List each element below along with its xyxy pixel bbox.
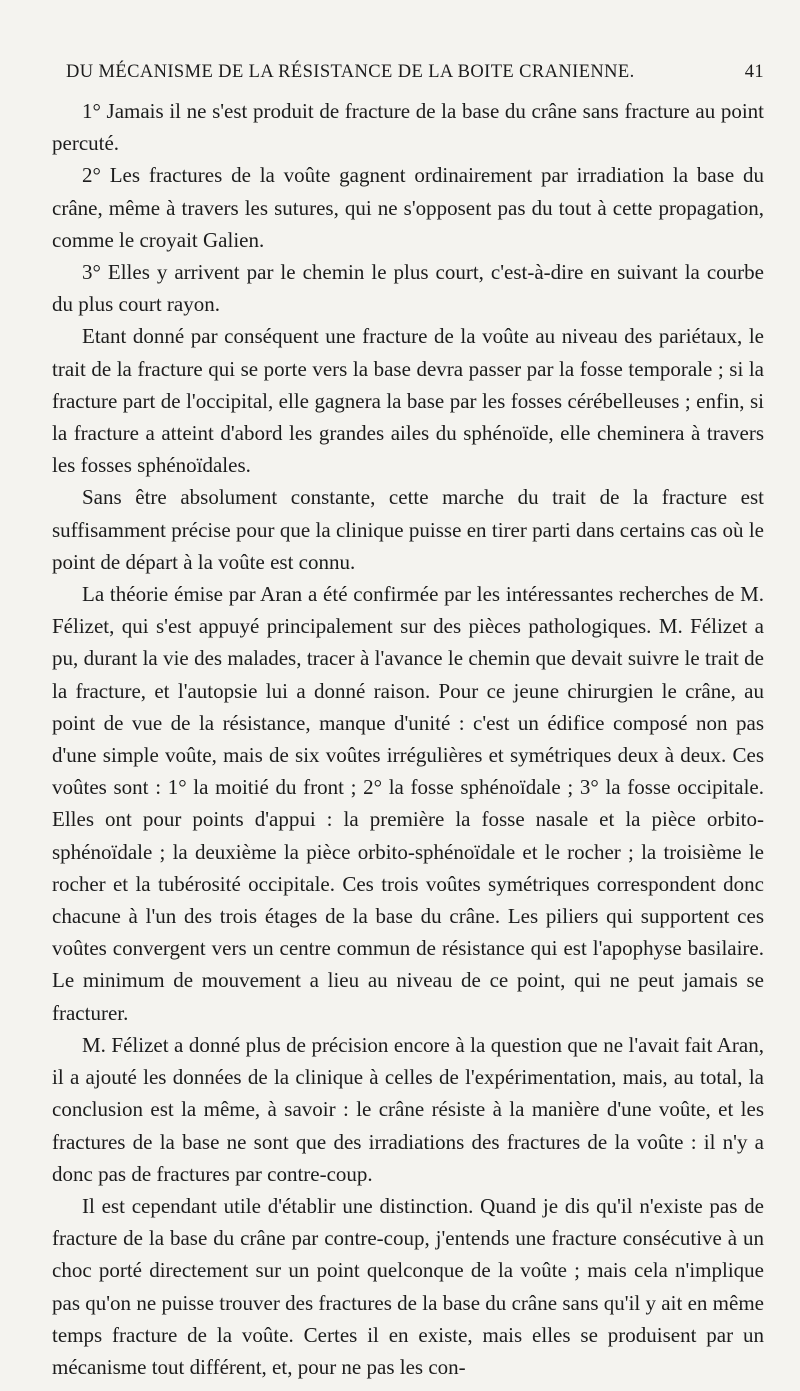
book-page bbox=[52, 62, 764, 1383]
paragraph-8: Il est cependant utile d'établir une distinction. Quand je dis qu'il n'existe pas de fracture de la base du crâne par contre-coup, j'entends une fracture consécutive à un choc porté directement sur un point quelconque de la voûte ; mais cela n'implique pas qu'on ne puisse trouver des fractures de la base du crâne sans qu'il y ait en même temps fracture de la voûte. Certes il en existe, mais elles se produisent par un mécanisme tout différent, et, pour ne pas les con- bbox=[52, 1193, 764, 1379]
running-header bbox=[66, 62, 764, 83]
paragraph-4: Etant donné par conséquent une fracture de la voûte au niveau des pariétaux, le trait de la fracture qui se porte vers la base devra passer par la fosse temporale ; si la fracture part de l'occipital, elle gagnera la base par les fosses cérébelleuses ; enfin, si la fracture a atteint d'abord les grandes ailes du sphénoïde, elle cheminera à travers les fosses sphénoïdales. bbox=[52, 324, 764, 478]
paragraph-3: 3° Elles y arrivent par le chemin le plus court, c'est-à-dire en suivant la courbe du plus court rayon. bbox=[52, 260, 764, 317]
paragraph-2: 2° Les fractures de la voûte gagnent ordinairement par irradiation la base du crâne, même à travers les sutures, qui ne s'opposent pas du tout à cette propagation, comme le croyait Galien. bbox=[52, 163, 764, 252]
paragraph-5: Sans être absolument constante, cette marche du trait de la fracture est suffisamment précise pour que la clinique puisse en tirer parti dans certains cas où le point de départ à la voûte est connu. bbox=[52, 485, 764, 574]
paragraph-7: M. Félizet a donné plus de précision encore à la question que ne l'avait fait Aran, il a ajouté les données de la clinique à celles de l'expérimentation, mais, au total, la conclusion est la même, à savoir : le crâne résiste à la manière d'une voûte, et les fractures de la base ne sont que des irradiations des fractures de la voûte : il n'y a donc pas de fractures par contre-coup. bbox=[52, 1032, 764, 1186]
paragraph-1: 1° Jamais il ne s'est produit de fracture de la base du crâne sans fracture au point percuté. bbox=[52, 99, 764, 156]
page-number: 41 bbox=[744, 62, 764, 82]
running-title: DU MÉCANISME DE LA RÉSISTANCE DE LA BOITE CRANIENNE. bbox=[66, 62, 635, 82]
paragraph-6: La théorie émise par Aran a été confirmée par les intéressantes recherches de M. Félizet, qui s'est appuyé principalement sur des pièces pathologiques. M. Félizet a pu, durant la vie des malades, tracer à l'avance le chemin que devait suivre le trait de la fracture, et l'autopsie lui a donné raison. Pour ce jeune chirurgien le crâne, au point de vue de la résistance, manque d'unité : c'est un édifice composé non pas d'une simple voûte, mais de six voûtes irrégulières et symétriques deux à deux. Ces voûtes sont : 1° la moitié du front ; 2° la fosse sphénoïdale ; 3° la fosse occipitale. Elles ont pour points d'appui : la première la fosse nasale et la pièce orbito-sphénoïdale ; la deuxième la pièce orbito-sphénoïdale et le rocher ; la troisième le rocher et la tubérosité occipitale. Ces trois voûtes symétriques correspondent donc chacune à l'un des trois étages de la base du crâne. Les piliers qui supportent ces voûtes convergent vers un centre commun de résistance qui est l'apophyse basilaire. Le minimum de mouvement a lieu au niveau de ce point, qui ne peut jamais se fracturer. bbox=[52, 582, 764, 1025]
body-text bbox=[52, 95, 764, 1383]
